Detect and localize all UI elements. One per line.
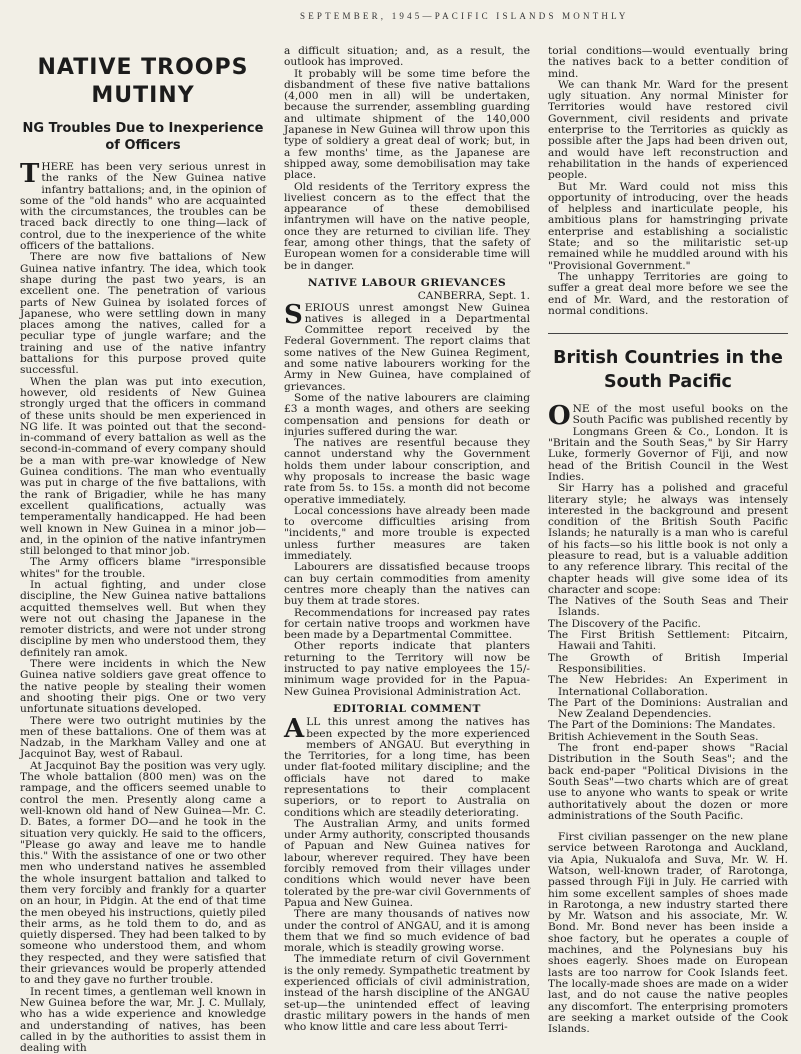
section-heading: EDITORIAL COMMENT bbox=[333, 702, 481, 715]
paragraph: There were incidents in which the New Guinea native soldiers gave great offence to the native people by stealing their women and shooting their pigs. One or two very unfortunate situations developed. bbox=[20, 658, 266, 716]
chapter-item: The Part of the Dominions: Australian and New Zealand Dependencies. bbox=[548, 696, 788, 721]
drop-cap: T bbox=[20, 159, 40, 189]
divider bbox=[548, 333, 788, 334]
paragraph: The front end-paper shows "Racial Distribution in the South Seas"; and the back end-paper "Political Divisions in the South Seas"—two charts which are of great use to anyone who wants to speak or write authoritatively about the dozen or more administrations of the South Pacific. bbox=[548, 742, 788, 822]
paragraph: torial conditions—would eventually bring the natives back to a better condition of mind. bbox=[548, 45, 788, 80]
chapter-item: The New Hebrides: An Experiment in International Collaboration. bbox=[548, 674, 788, 698]
chapter-item: The Part of the Dominions: The Mandates. bbox=[548, 719, 776, 732]
article-title: British Countries in the South Pacific bbox=[553, 348, 783, 393]
chapter-item: The First British Settlement: Pitcairn, Hawaii and Tahiti. bbox=[548, 629, 788, 653]
paragraph: SERIOUS unrest amongst New Guinea natives is alleged in a Departmental Committee report received by the Federal Government. The report claims that some natives of the New Guinea Regiment, and some native labourers working for the Army in New Guinea, have complained of grievances. bbox=[284, 299, 530, 393]
paragraph: THERE has been very serious unrest in the ranks of the New Guinea native infantry battalions; and, in the opinion of some of the "old hands" who are acquainted with the circumstances, the troubles can be traced back directly to one thing—lack of control, due to the inexperience of the white officers of the battalions. bbox=[20, 159, 266, 253]
column-2 bbox=[284, 46, 530, 1037]
paragraph: Old residents of the Territory express the liveliest concern as to the effect that the appearance of these demobilised infantrymen will have on the native people, once they are returned to civilian life. They fear, among other things, that the safety of European women for a considerable time will be in danger. bbox=[284, 180, 530, 272]
column-3 bbox=[548, 46, 788, 1037]
paragraph: a difficult situation; and, as a result, the outlook has improved. bbox=[284, 45, 530, 69]
chapter-item: The Growth of British Imperial Responsibilities. bbox=[548, 651, 788, 675]
paragraph: ONE of the most useful books on the South Pacific was published recently by Longmans Green & Co., London. It is "Britain and the South Seas," by Sir Harry Luke, formerly Governor of Fiji, and now head of the British Council in the West Indies. bbox=[548, 401, 788, 483]
paragraph: Local concessions have already been made to overcome difficulties arising from "incidents," and more trouble is expected unless further measures are taken immediately. bbox=[284, 504, 530, 563]
drop-cap: A bbox=[284, 714, 305, 745]
paragraph: Recommendations for increased pay rates for certain native troops and workmen have been made by a Departmental Committee. bbox=[284, 606, 530, 642]
paragraph: It probably will be some time before the disbandment of these five native battalions (4,000 men in all) will be undertaken, because the surrender, assembling guarding and ultimate shipment of the 140,000 Japanese in New Guinea will throw upon this type of soldiery a great deal of work; but, in a few months' time, as the Japanese are shipped away, some demobilisation may take place. bbox=[284, 67, 530, 182]
paragraph: Some of the native labourers are claiming £3 a month wages, and others are seeking compensation and pensions for death or injuries suffered during the war. bbox=[284, 391, 530, 438]
chapter-list bbox=[548, 596, 788, 743]
paragraph: The unhappy Territories are going to suffer a great deal more before we see the end of Mr. Ward, and the restoration of normal conditions. bbox=[548, 270, 788, 317]
chapter-item: British Achievement in the South Seas. bbox=[548, 730, 759, 743]
paragraph: At Jacquinot Bay the position was very ugly. The whole battalion (800 men) was on the rampage, and the officers seemed unable to control the men. Presently along came a well-known old hand of New Guinea—Mr. C. D. Bates, a former DO—and he took in the situation very quickly. He said to the officers, "Please go away and leave me to handle this." With the assistance of one or two other men who understand natives he assembled the whole insurgent battalion and talked to them very forcibly and frankly for a quarter on an hour, in Pidgin. At the end of that time the men obeyed his instructions, quietly piled their arms, as he told them to do, and as quietly dispersed. They had been talked to by someone who understood them, and whom they respected, and they were satisfied that their grievances would be properly attended to and they gave no further trouble. bbox=[20, 759, 266, 987]
paragraph: But Mr. Ward could not miss this opportunity of introducing, over the heads of helpless and inarticulate people, his ambitious plans for hamstringing private enterprise and establishing a socialistic State; and so the militaristic set-up remained while he muddled around with his "Provisional Government." bbox=[548, 180, 788, 272]
paragraph: Sir Harry has a polished and graceful literary style; he always was intensely interested in the background and present condition of the British South Pacific Islands; he naturally is a man who is careful of his facts—so his little book is not only a pleasure to read, but is a valuable addition to any reference library. This recital of the chapter heads will give some idea of its character and scope: bbox=[548, 482, 788, 596]
drop-cap: O bbox=[548, 401, 571, 432]
dateline: CANBERRA, Sept. 1. bbox=[417, 290, 530, 303]
paragraph: The Army officers blame "irresponsible whites" for the trouble. bbox=[20, 556, 266, 580]
section-heading: NATIVE LABOUR GRIEVANCES bbox=[307, 276, 507, 289]
chapter-item: The Natives of the South Seas and Their Islands. bbox=[548, 595, 788, 619]
paragraph: There were two outright mutinies by the men of these battalions. One of them was at Nadzab, in the Markham Valley and one at Jacquinot Bay, west of Rabaul. bbox=[20, 714, 266, 761]
paragraph: There are many thousands of natives now under the control of ANGAU, and it is among them that we find so much evidence of bad morale, which is steadily growing worse. bbox=[284, 908, 530, 955]
paragraph: The natives are resentful because they cannot understand why the Government holds them under labour conscription, and why proposals to increase the basic wage rate from 5s. to 15s. a month did not become operative immediately. bbox=[284, 437, 530, 506]
article-subtitle: NG Troubles Due to Inexperience of Officers bbox=[22, 121, 264, 153]
paragraph: First civilian passenger on the new plane service between Rarotonga and Auckland, via Apia, Nukualofa and Suva, Mr. W. H. Watson, well-known trader, of Rarotonga, passed through Fiji in July. He carried with him some excellent samples of shoes made in Rarotonga, a new industry started there by Mr. Watson and his associate, Mr. W. Bond. Mr. Bond never has been inside a shoe factory, but he operates a couple of machines, and the Polynesians buy his shoes eagerly. Shoes made on European lasts are too narrow for Cook Islands feet. The locally-made shoes are made on a wider last, and do not cause the native peoples any discomfort. The enterprising promoters are seeking a market outside of the Cook Islands. bbox=[548, 831, 788, 1036]
column-1 bbox=[20, 46, 266, 1054]
paragraph: Other reports indicate that planters returning to the Territory will now be instructed to pay native employees the 15/- minimum wage provided for in the Papua-New Guinea Provisional Administration Act. bbox=[284, 640, 530, 698]
paragraph: The immediate return of civil Government is the only remedy. Sympathetic treatment by experienced officials of civil administration, instead of the harsh discipline of the ANGAU set-up—the unintended effect of leaving drastic military powers in the hands of men who know little and care less about Terri- bbox=[284, 953, 530, 1034]
paragraph: When the plan was put into execution, however, old residents of New Guinea strongly urged that the officers in command of these units should be men experienced in NG life. It was pointed out that the second-in-command of every battalion as well as the second-in-command of every company should be a man with pre-war knowledge of New Guinea conditions. The man who eventually was put in charge of the five battalions, with the rank of Brigadier, while he has many excellent qualifications, actually was temperamentally handicapped. He had been well known in New Guinea in a minor job—and, in the opinion of the native infantrymen still belonged to that minor job. bbox=[20, 375, 266, 558]
paragraph: There are now five battalions of New Guinea native infantry. The idea, which took shape during the past two years, is an excellent one. The penetration of various parts of New Guinea by isolated forces of Japanese, who were settling down in many places among the natives, called for a peculiar type of jungle warfare; and the training and use of the native infantry battalions for this purpose proved quite successful. bbox=[20, 251, 266, 377]
running-head: SEPTEMBER, 1945—PACIFIC ISLANDS MONTHLY bbox=[300, 11, 629, 21]
paragraph: The Australian Army, and units formed under Army authority, conscripted thousands of Papuan and New Guinea natives for labour, wherever required. They have been forcibly removed from their villages under conditions which would never have been tolerated by the pre-war civil Governments of Papua and New Guinea. bbox=[284, 817, 530, 909]
drop-cap: S bbox=[284, 299, 303, 330]
paragraph: In recent times, a gentleman well known in New Guinea before the war, Mr. J. C. Mullaly, who has a wide experience and knowledge and understanding of natives, has been called in by the authorities to assist them in dealing with bbox=[20, 985, 266, 1054]
paragraph: We can thank Mr. Ward for the present ugly situation. Any normal Minister for Territories would have restored civil Government, civil residents and private enterprise to the Territories as quickly as possible after the Japs had been driven out, and would have left reconstruction and rehabilitation in the hands of experienced people. bbox=[548, 78, 788, 182]
chapter-item: The Discovery of the Pacific. bbox=[548, 617, 701, 630]
paragraph: ALL this unrest among the natives has been expected by the more experienced members of ANGAU. But everything in the Territories, for a long time, has been under flat-footed military discipline; and the officials have not dared to make representations to their complacent superiors, or to report to Australia on conditions which are steadily deteriorating. bbox=[284, 714, 530, 819]
article-title: NATIVE TROOPS MUTINY bbox=[37, 55, 249, 108]
paragraph: Labourers are dissatisfied because troops can buy certain commodities from amenity centres more cheaply than the natives can buy them at trade stores. bbox=[284, 561, 530, 608]
paragraph: In actual fighting, and under close discipline, the New Guinea native battalions acquitted themselves well. But when they were not out chasing the Japanese in the remoter districts, and were not under strong discipline by men who understood them, they definitely ran amok. bbox=[20, 578, 266, 659]
